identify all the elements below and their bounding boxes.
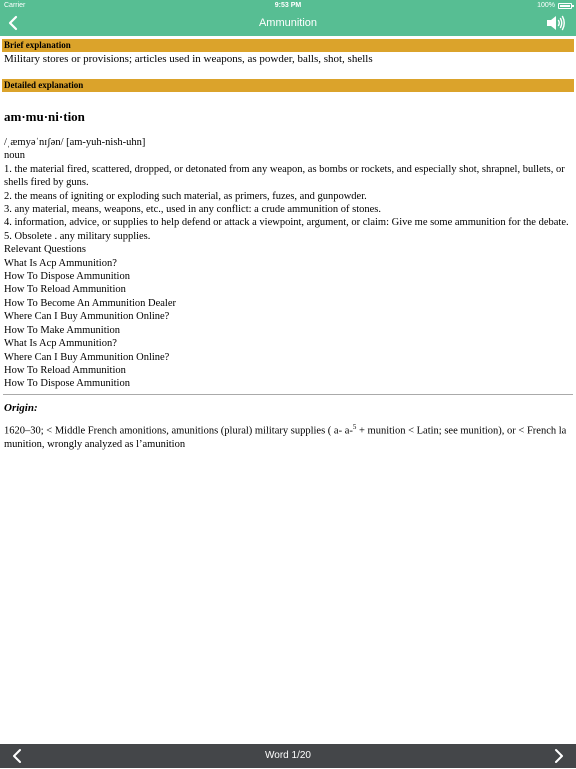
origin-label: Origin: bbox=[4, 401, 38, 414]
definition-item: 1. the material fired, scattered, dropped, or detonated from any weapon, as bombs or rockets, and especially shot, shrapnel, bullets, or shells fired by guns. bbox=[4, 163, 565, 189]
word-counter: Word 1/20 bbox=[265, 750, 311, 761]
nav-bar bbox=[0, 12, 576, 36]
main-content bbox=[0, 36, 576, 452]
battery-status bbox=[537, 2, 572, 9]
status-bar bbox=[0, 0, 576, 12]
relevant-question-link[interactable]: How To Reload Ammunition bbox=[4, 364, 126, 376]
relevant-questions-heading: Relevant Questions bbox=[4, 244, 86, 256]
clock: 9:53 PM bbox=[274, 2, 302, 9]
brief-explanation-header: Brief explanation bbox=[2, 39, 574, 52]
divider bbox=[3, 394, 573, 395]
pronunciation: /ˌæmyəˈnɪʃən/ [am-yuh-nish-uhn] bbox=[4, 137, 146, 148]
origin-text bbox=[4, 420, 572, 453]
speaker-icon bbox=[546, 15, 566, 31]
relevant-question-link[interactable]: What Is Acp Ammunition? bbox=[4, 338, 117, 350]
definition-list bbox=[4, 136, 572, 391]
detailed-explanation-header: Detailed explanation bbox=[2, 79, 574, 92]
battery-percent: 100% bbox=[537, 2, 555, 9]
brief-explanation-text: Military stores or provisions; articles used in weapons, as powder, balls, shot, shells bbox=[4, 53, 373, 65]
battery-icon bbox=[558, 3, 572, 9]
page-title: Ammunition bbox=[258, 17, 318, 29]
relevant-question-link[interactable]: How To Reload Ammunition bbox=[4, 284, 126, 296]
relevant-question-link[interactable]: How To Dispose Ammunition bbox=[4, 271, 130, 283]
relevant-question-link[interactable]: Where Can I Buy Ammunition Online? bbox=[4, 351, 170, 363]
origin-superscript: 5 bbox=[352, 422, 357, 431]
bottom-toolbar bbox=[0, 744, 576, 768]
definition-item: 4. information, advice, or supplies to help defend or attack a viewpoint, argument, or claim: Give me some ammunition for the debate. bbox=[4, 217, 569, 229]
relevant-question-link[interactable]: How To Dispose Ammunition bbox=[4, 378, 130, 390]
next-word-button[interactable] bbox=[552, 748, 566, 764]
relevant-question-link[interactable]: How To Make Ammunition bbox=[4, 324, 121, 336]
relevant-question-link[interactable]: How To Become An Ammunition Dealer bbox=[4, 297, 177, 309]
definition-item: 3. any material, means, weapons, etc., used in any conflict: a crude ammunition of stones. bbox=[4, 204, 382, 216]
relevant-question-link[interactable]: What Is Acp Ammunition? bbox=[4, 257, 117, 269]
relevant-question-link[interactable]: Where Can I Buy Ammunition Online? bbox=[4, 311, 170, 323]
carrier-label: Carrier bbox=[4, 2, 26, 9]
definition-item: 5. Obsolete . any military supplies. bbox=[4, 230, 151, 242]
origin-text-part: + munition < Latin; see munition), or < French la munition, wrongly analyzed as l’amunition bbox=[4, 425, 567, 451]
speak-button[interactable] bbox=[546, 15, 566, 31]
definition-item: 2. the means of igniting or exploding such material, as primers, fuzes, and gunpowder. bbox=[4, 190, 367, 202]
part-of-speech: noun bbox=[4, 150, 25, 162]
headword: am·mu·ni·tion bbox=[4, 109, 85, 124]
origin-text-part: 1620–30; < Middle French amonitions, amunitions (plural) military supplies ( a- a- bbox=[4, 425, 353, 437]
chevron-right-icon bbox=[552, 748, 566, 764]
